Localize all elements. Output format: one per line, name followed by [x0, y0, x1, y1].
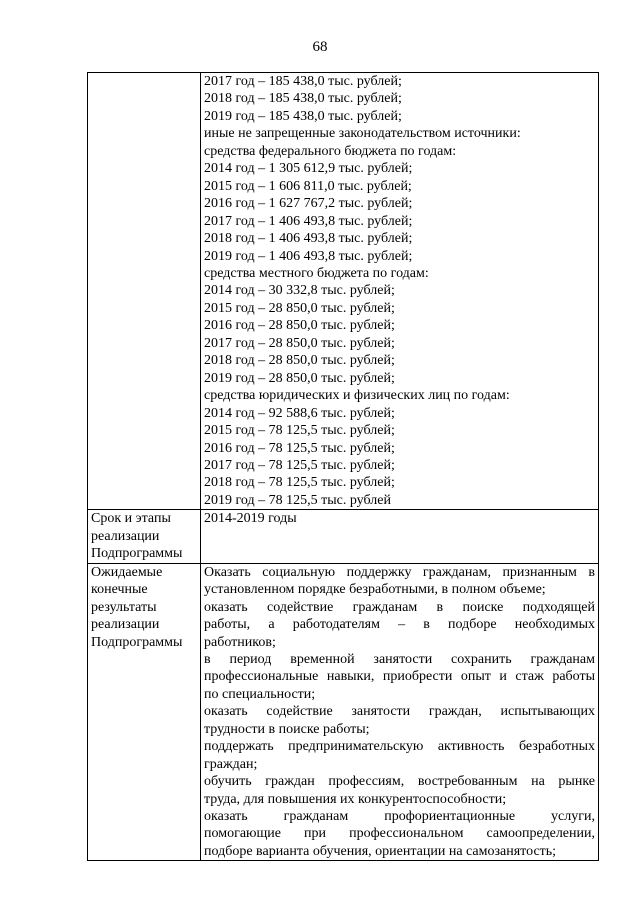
term-row	[88, 510, 599, 563]
financing-line: 2019 год – 28 850,0 тыс. рублей;	[204, 370, 395, 386]
term-label-line: реализации	[91, 528, 160, 544]
financing-line: 2017 год – 28 850,0 тыс. рублей;	[204, 335, 395, 351]
financing-line: 2015 год – 78 125,5 тыс. рублей;	[204, 423, 395, 439]
result-paragraph-line: помогающие при профессиональном самоопределении,	[204, 826, 595, 842]
financing-line: 2015 год – 1 606 811,0 тыс. рублей;	[204, 178, 412, 194]
results-label-line: результаты	[91, 599, 157, 615]
term-label-line: Срок и этапы	[91, 511, 171, 527]
results-label-line: реализации	[91, 617, 160, 633]
results-value-cell	[201, 563, 599, 861]
financing-line: 2019 год – 1 406 493,8 тыс. рублей;	[204, 248, 413, 264]
financing-line: 2014 год – 1 305 612,9 тыс. рублей;	[204, 161, 413, 177]
page-number: 68	[312, 39, 328, 55]
term-label-line: Подпрограммы	[91, 546, 183, 562]
financing-line: 2017 год – 185 438,0 тыс. рублей;	[204, 74, 402, 89]
result-paragraph-line: оказать содействие гражданам в поиске подходящей	[204, 599, 595, 615]
results-label-line: конечные	[91, 582, 148, 598]
financing-line: 2016 год – 78 125,5 тыс. рублей;	[204, 440, 395, 456]
results-label-cell	[88, 563, 201, 861]
financing-line: 2016 год – 1 627 767,2 тыс. рублей;	[204, 196, 413, 212]
financing-line: 2018 год – 1 406 493,8 тыс. рублей;	[204, 231, 413, 247]
results-label-line: Ожидаемые	[91, 564, 163, 580]
results-label-line: Подпрограммы	[91, 634, 183, 650]
result-paragraph-line: по специальности;	[204, 686, 316, 702]
financing-line: 2019 год – 185 438,0 тыс. рублей;	[204, 108, 402, 124]
result-paragraph-line: установленном порядке безработными, в полном объеме;	[204, 582, 546, 598]
passport-table	[87, 72, 599, 861]
result-paragraph-line: работы, а работодателям – в подборе необходимых	[204, 617, 595, 633]
result-paragraph-line: поддержать предпринимательскую активность безработных	[204, 739, 595, 755]
result-paragraph-line: обучить граждан профессиям, востребованным на рынке	[204, 774, 595, 790]
result-paragraph-line: профессиональные навыки, приобрести опыт и стаж работы	[204, 669, 595, 685]
result-paragraph-line: оказать гражданам профориентационные услуги,	[204, 809, 595, 825]
results-row	[88, 563, 599, 861]
result-paragraph-line: подборе варианта обучения, ориентации на самозанятость;	[204, 843, 557, 859]
financing-line: 2018 год – 28 850,0 тыс. рублей;	[204, 353, 395, 369]
financing-line: 2016 год – 28 850,0 тыс. рублей;	[204, 318, 395, 334]
financing-label-cell	[88, 73, 201, 510]
term-label-cell	[88, 510, 201, 563]
financing-line: средства местного бюджета по годам:	[204, 265, 429, 281]
financing-line: иные не запрещенные законодательством источники:	[204, 126, 521, 142]
result-paragraph-line: трудности в поиске работы;	[204, 721, 370, 737]
result-paragraph-line: оказать содействие занятости граждан, испытывающих	[204, 704, 595, 720]
financing-line: 2014 год – 30 332,8 тыс. рублей;	[204, 283, 395, 299]
result-paragraph-line: труда, для повышения их конкурентоспособности;	[204, 791, 507, 807]
financing-line: 2015 год – 28 850,0 тыс. рублей;	[204, 300, 395, 316]
financing-line: 2018 год – 185 438,0 тыс. рублей;	[204, 91, 402, 107]
financing-line: 2017 год – 78 125,5 тыс. рублей;	[204, 457, 395, 473]
financing-line: средства юридических и физических лиц по годам:	[204, 388, 510, 404]
term-value: 2014-2019 годы	[204, 511, 297, 527]
financing-value-cell	[201, 73, 599, 510]
result-paragraph-line: в период временной занятости сохранить гражданам	[204, 651, 595, 667]
financing-line: 2017 год – 1 406 493,8 тыс. рублей;	[204, 213, 413, 229]
financing-line: 2014 год – 92 588,6 тыс. рублей;	[204, 405, 395, 421]
result-paragraph-line: работников;	[204, 634, 276, 650]
financing-row	[88, 73, 599, 510]
financing-line: 2019 год – 78 125,5 тыс. рублей	[204, 492, 391, 508]
result-paragraph-line: граждан;	[204, 756, 258, 772]
financing-line: 2018 год – 78 125,5 тыс. рублей;	[204, 475, 395, 491]
financing-line: средства федерального бюджета по годам:	[204, 143, 457, 159]
term-value-cell	[201, 510, 599, 563]
result-paragraph-line: Оказать социальную поддержку гражданам, признанным в	[204, 564, 595, 580]
